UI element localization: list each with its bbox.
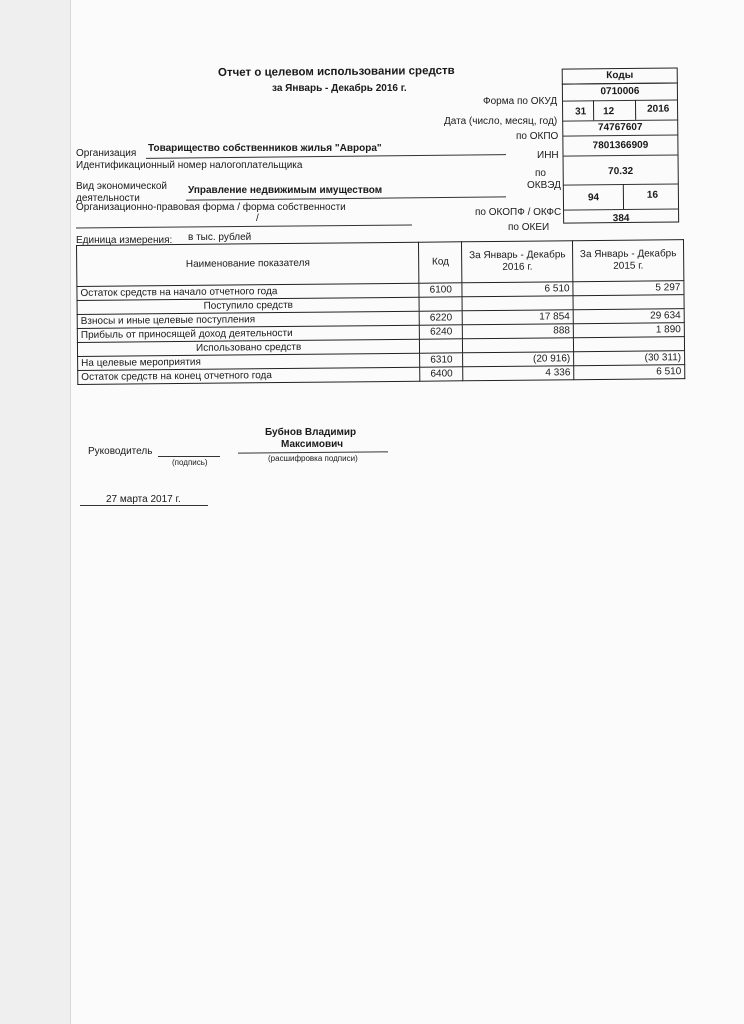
legal-form-value: / — [256, 213, 259, 224]
okpo-value: 74767607 — [597, 121, 643, 134]
okved-label-2: ОКВЭД — [527, 180, 561, 191]
row-name: На целевые мероприятия — [78, 353, 420, 370]
activity-value: Управление недвижимым имуществом — [188, 185, 383, 196]
report-period: за Январь - Декабрь 2016 г. — [272, 83, 407, 94]
date-day: 31 — [575, 106, 587, 118]
okud-value: 0710006 — [600, 85, 640, 98]
activity-label-1: Вид экономической — [76, 181, 167, 192]
okud-label: Форма по ОКУД — [483, 96, 558, 107]
inn-label: Идентификационный номер налогоплательщика — [76, 160, 303, 171]
row-code: 6310 — [420, 353, 463, 367]
org-name: Товарищество собственников жилья "Аврора" — [148, 143, 382, 154]
okved-value: 70.32 — [608, 165, 634, 178]
header-2015: За Январь - Декабрь 2015 г. — [573, 240, 684, 282]
unit-value: в тыс. рублей — [188, 232, 252, 243]
report-table — [76, 239, 685, 385]
row-2015: 29 634 — [573, 309, 684, 324]
inn-code-label: ИНН — [537, 150, 559, 161]
sign-caption: (подпись) — [172, 458, 208, 467]
row-2016: 17 854 — [462, 310, 573, 325]
signer-name-line2: Максимович — [281, 439, 344, 450]
row-name: Остаток средств на конец отчетного года — [78, 367, 420, 384]
row-name: Прибыль от приносящей доход деятельности — [77, 325, 419, 342]
header-name: Наименование показателя — [77, 242, 420, 286]
row-2015: 1 890 — [573, 323, 684, 338]
row-code: 6100 — [419, 283, 462, 297]
scan-margin — [0, 0, 70, 1024]
row-code: 6400 — [420, 367, 463, 381]
okopf-label: по ОКОПФ / ОКФС — [475, 207, 562, 218]
row-2016 — [463, 338, 574, 353]
signer-name-line1: Бубнов Владимир — [265, 427, 357, 438]
row-code: 6220 — [419, 311, 462, 325]
row-2016 — [462, 296, 573, 311]
okfs-value: 16 — [646, 189, 659, 201]
row-2015 — [573, 295, 684, 310]
date-year: 2016 — [647, 103, 670, 115]
row-2016: 888 — [463, 324, 574, 339]
row-code: 6240 — [420, 325, 463, 339]
unit-label: Единица измерения: — [76, 235, 173, 246]
row-name: Взносы и иные целевые поступления — [77, 311, 419, 328]
section-name: Использовано средств — [77, 339, 419, 356]
okei-label: по ОКЕИ — [508, 222, 550, 233]
codes-header: Коды — [606, 69, 634, 82]
header-2016: За Январь - Декабрь 2016 г. — [462, 241, 573, 283]
activity-label-2: деятельности — [76, 193, 140, 204]
row-2016: (20 916) — [463, 352, 574, 367]
okved-label-1: по — [535, 168, 546, 179]
okpo-label: по ОКПО — [516, 131, 559, 142]
row-2015 — [574, 337, 685, 352]
row-name: Остаток средств на начало отчетного года — [77, 283, 419, 300]
name-caption: (расшифровка подписи) — [268, 454, 358, 463]
row-2015: (30 311) — [574, 351, 685, 366]
inn-value: 7801366909 — [592, 139, 649, 152]
okopf-value: 94 — [587, 192, 600, 204]
table-header-row — [77, 240, 684, 287]
row-2015: 6 510 — [574, 365, 685, 380]
row-code — [420, 339, 463, 353]
section-name: Поступило средств — [77, 297, 419, 314]
row-2015: 5 297 — [573, 281, 684, 296]
okei-value: 384 — [612, 212, 630, 225]
date-label: Дата (число, месяц, год) — [444, 116, 558, 127]
report-title: Отчет о целевом использовании средств — [217, 64, 455, 80]
legal-form-label: Организационно-правовая форма / форма собственности — [76, 202, 346, 213]
header-code: Код — [419, 242, 462, 283]
row-code — [419, 297, 462, 311]
org-label: Организация — [76, 148, 137, 159]
date-month: 12 — [603, 106, 615, 118]
head-label: Руководитель — [88, 446, 153, 457]
row-2016: 6 510 — [462, 282, 573, 297]
sign-date: 27 марта 2017 г. — [106, 494, 181, 505]
row-2016: 4 336 — [463, 366, 574, 381]
